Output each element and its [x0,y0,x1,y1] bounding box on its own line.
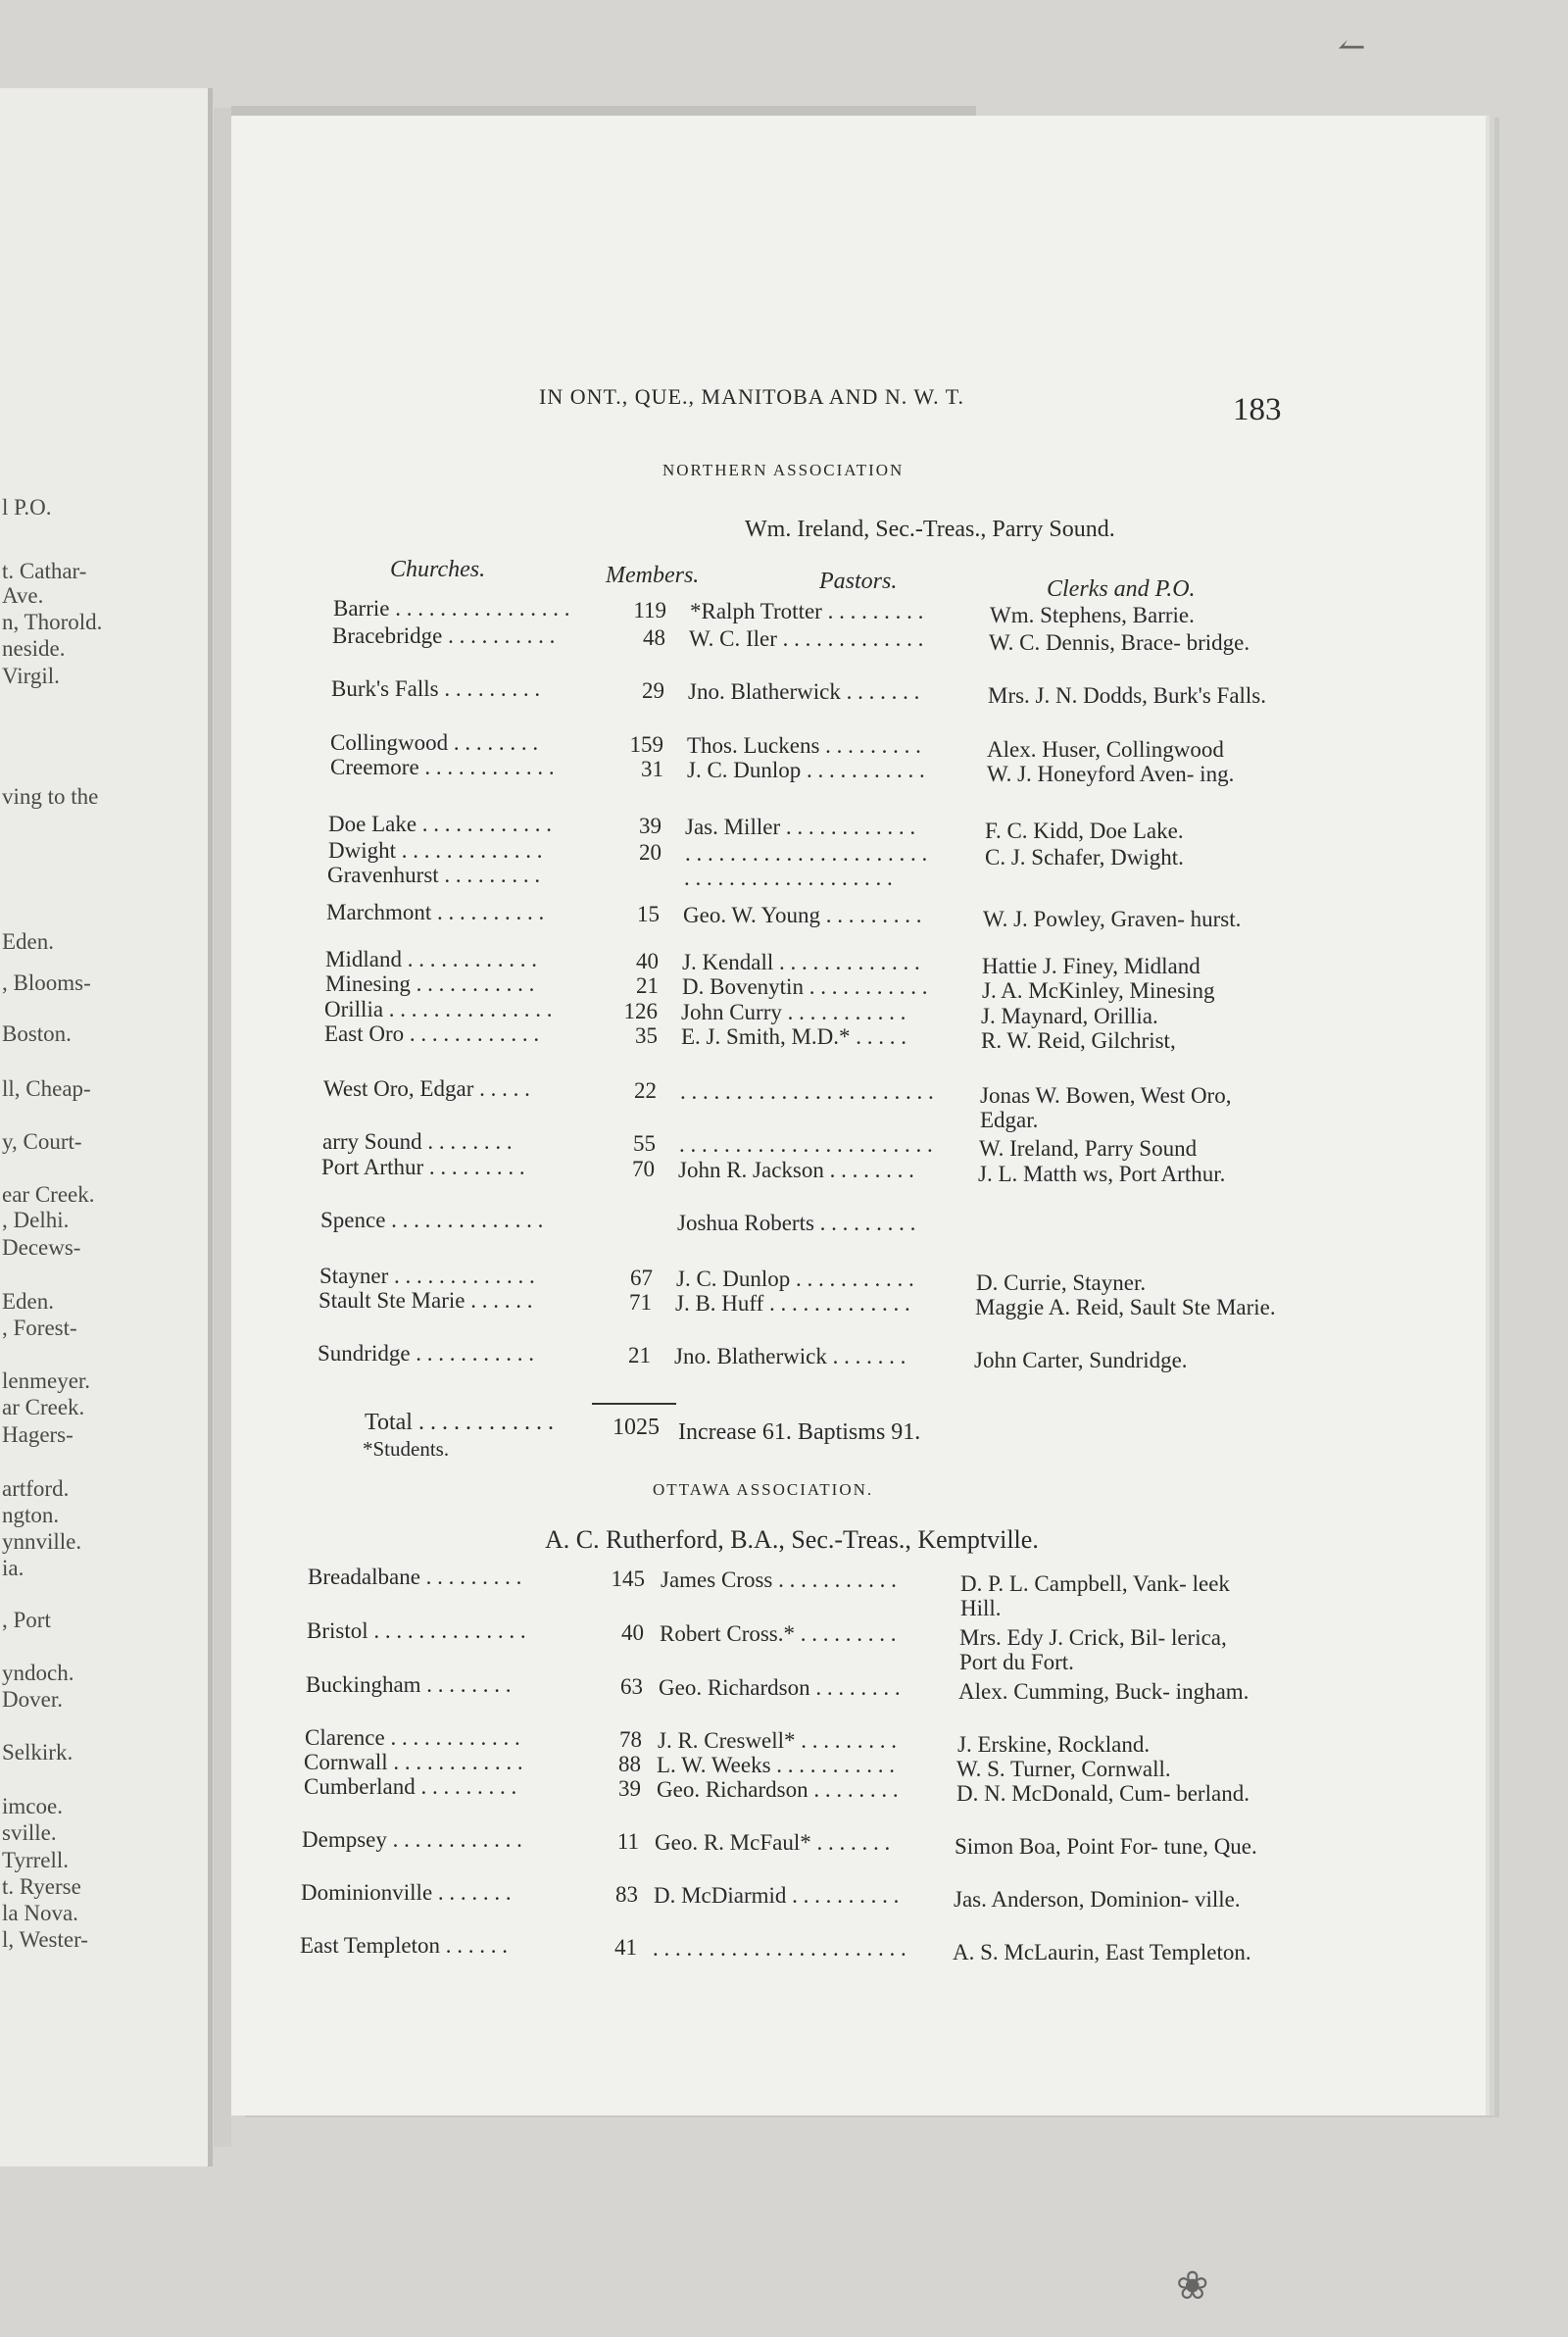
pastor-name: Geo. Richardson . . . . . . . . [659,1675,901,1700]
facing-page-line: t. Ryerse [2,1874,81,1899]
member-count: 35 [635,1023,658,1048]
clerk-and-po: John Carter, Sundridge. [974,1348,1188,1372]
facing-page-line: neside. [2,636,66,661]
table-row [0,1155,1568,1186]
pastor-name: Geo. W. Young . . . . . . . . . [683,903,922,927]
member-count: 21 [636,973,659,998]
clerk-and-po: J. Maynard, Orillia. [981,1004,1158,1028]
facing-page-line: Ave. [2,583,44,608]
table-row [0,838,1568,870]
facing-page-line: l P.O. [2,495,52,520]
church-name: West Oro, Edgar . . . . . [323,1076,530,1101]
clerk-and-po: J. A. McKinley, Minesing [982,978,1215,1003]
member-count: 70 [632,1157,655,1181]
church-name: East Templeton . . . . . . [300,1933,508,1958]
church-name: Gravenhurst . . . . . . . . . [327,863,541,887]
column-header-churches: Churches. [390,557,486,582]
facing-page-line: Virgil. [2,664,60,688]
facing-page-line: ear Creek. [2,1182,95,1207]
table-row [0,812,1568,843]
pastor-name: John R. Jackson . . . . . . . . [678,1158,914,1182]
church-name: Barrie . . . . . . . . . . . . . . . . [333,596,570,621]
clerk-and-po: Alex. Cumming, Buck- ingham. [958,1679,1250,1704]
church-name: Bracebridge . . . . . . . . . . [332,623,556,648]
northern-association-title: NORTHERN ASSOCIATION [662,461,905,479]
column-header-pastors: Pastors. [819,569,898,594]
clerk-and-po: D. N. McDonald, Cum- berland. [956,1781,1250,1806]
member-count: 126 [623,999,658,1023]
pastor-name: . . . . . . . . . . . . . . . . . . . . . . . [680,1079,934,1104]
member-count: 145 [611,1566,645,1591]
member-count: 55 [633,1131,656,1156]
facing-page-line: Selkirk. [2,1740,74,1765]
church-name: Orillia . . . . . . . . . . . . . . . [324,997,553,1021]
facing-page-line: ynnville. [2,1529,82,1554]
facing-page-line: sville. [2,1820,57,1845]
pastor-name: J. C. Dunlop . . . . . . . . . . . [676,1267,914,1291]
church-name: Doe Lake . . . . . . . . . . . . [328,812,553,836]
church-name: Cornwall . . . . . . . . . . . . [304,1750,523,1774]
clerk-and-po: W. Ireland, Parry Sound [979,1136,1198,1161]
clerk-and-po: W. J. Powley, Graven- hurst. [983,907,1242,931]
table-row [0,997,1568,1028]
facing-page-line: Eden. [2,1289,55,1314]
member-count: 159 [629,732,663,757]
facing-page-line: , Forest- [2,1316,77,1340]
church-name: Port Arthur . . . . . . . . . [321,1155,525,1179]
member-count: 39 [618,1776,641,1801]
church-name: Breadalbane . . . . . . . . . [308,1565,522,1589]
facing-page-line: n, Thorold. [2,610,103,634]
clerk-and-po: W. J. Honeyford Aven- ing. [987,762,1235,786]
member-count: 39 [639,814,662,838]
pastor-name: E. J. Smith, M.D.* . . . . . [681,1024,907,1049]
member-count: 29 [642,678,664,703]
clerk-and-po: D. P. L. Campbell, Vank- leek Hill. [960,1571,1230,1620]
church-name: Dominionville . . . . . . . [301,1880,512,1905]
facing-page-line: Eden. [2,929,55,954]
church-name: Stault Ste Marie . . . . . . [318,1288,533,1313]
facing-page-line: ia. [2,1556,24,1580]
member-count: 88 [618,1752,641,1776]
church-name: Clarence . . . . . . . . . . . . [305,1725,520,1750]
church-name: Dempsey . . . . . . . . . . . . [302,1827,522,1852]
pastor-name: James Cross . . . . . . . . . . . [661,1567,897,1592]
clerk-and-po: W. C. Dennis, Brace- bridge. [989,630,1250,655]
table-row [0,1264,1568,1295]
church-name: Spence . . . . . . . . . . . . . . [320,1208,544,1232]
facing-page-line: Tyrrell. [2,1848,70,1872]
church-name: Sundridge . . . . . . . . . . . [318,1341,535,1366]
pastor-name: Jno. Blatherwick . . . . . . . [674,1344,906,1368]
main-page [231,116,1486,2115]
member-count: 63 [620,1674,643,1699]
clerk-and-po: J. Erskine, Rockland. [957,1732,1151,1757]
facing-page-line: l, Wester- [2,1927,88,1952]
book-gutter [214,108,231,2147]
facing-page-line: ngton. [2,1503,60,1527]
facing-page-line: artford. [2,1476,70,1501]
clerk-and-po: F. C. Kidd, Doe Lake. [985,819,1184,843]
total-label: Total . . . . . . . . . . . . [365,1410,554,1435]
running-head: IN ONT., QUE., MANITOBA AND N. W. T. [539,384,965,409]
facing-page-line: y, Court- [2,1129,82,1154]
facing-page-line: , Port [2,1608,51,1632]
church-name: Collingwood . . . . . . . . [330,730,539,755]
church-name: Midland . . . . . . . . . . . . [325,947,537,971]
facing-page-line: ving to the [2,784,99,809]
member-count: 71 [629,1290,652,1315]
clerk-and-po: Wm. Stephens, Barrie. [990,603,1195,627]
pastor-name: *Ralph Trotter . . . . . . . . . [690,599,924,623]
total-rule [592,1403,676,1405]
pastor-name: Jno. Blatherwick . . . . . . . [688,679,920,704]
pastor-name: Geo. Richardson . . . . . . . . [657,1777,899,1802]
facing-page-line: , Delhi. [2,1208,70,1232]
member-count: 21 [628,1343,651,1367]
table-row [0,1341,1568,1372]
pastor-name: J. Kendall . . . . . . . . . . . . . [682,950,920,974]
total-summary: Increase 61. Baptisms 91. [678,1419,921,1445]
facing-page-line: ar Creek. [2,1395,85,1419]
pastor-name: L. W. Weeks . . . . . . . . . . . [657,1753,896,1777]
clerk-and-po: Hattie J. Finey, Midland [982,954,1200,978]
students-note: *Students. [363,1437,450,1461]
pastor-name: J. R. Creswell* . . . . . . . . . [658,1728,898,1753]
pastor-name: . . . . . . . . . . . . . . . . . . . [684,866,893,890]
total-members: 1025 [612,1415,660,1440]
facing-page-line: , Blooms- [2,970,91,995]
member-count: 40 [636,949,659,973]
table-row [0,863,1568,890]
church-name: Marchmont . . . . . . . . . . [326,900,545,924]
facing-page-line: lenmeyer. [2,1368,91,1393]
facing-page-line: la Nova. [2,1901,78,1925]
pastor-name: . . . . . . . . . . . . . . . . . . . . . . . [653,1936,906,1961]
facing-page-line: Dover. [2,1687,63,1712]
clerk-and-po: R. W. Reid, Gilchrist, [981,1028,1176,1053]
church-name: arry Sound . . . . . . . . [322,1129,513,1154]
clerk-and-po: Alex. Huser, Collingwood [987,737,1224,762]
member-count: 119 [633,598,666,622]
pencil-mark-icon: ↼ [1338,29,1366,66]
member-count: 31 [641,757,663,781]
clerk-and-po: Jas. Anderson, Dominion- ville. [954,1887,1241,1912]
ottawa-association-title: OTTAWA ASSOCIATION. [653,1480,874,1499]
facing-page-line: Decews- [2,1235,81,1260]
church-name: Cumberland . . . . . . . . . [304,1774,517,1799]
church-name: Bristol . . . . . . . . . . . . . . [307,1618,526,1643]
church-name: Dwight . . . . . . . . . . . . . [328,838,543,863]
pastor-name: D. Bovenytin . . . . . . . . . . . [682,974,928,999]
facing-page-line: t. Cathar- [2,559,87,583]
pastor-name: Geo. R. McFaul* . . . . . . . [655,1830,891,1855]
facing-page-line: ll, Cheap- [2,1076,91,1101]
member-count: 11 [616,1829,639,1854]
pastor-name: Robert Cross.* . . . . . . . . . [660,1621,897,1646]
pastor-name: Joshua Roberts . . . . . . . . . [677,1211,916,1235]
clerk-and-po: C. J. Schafer, Dwight. [985,845,1184,870]
facing-page-line: imcoe. [2,1794,63,1818]
church-name: Stayner . . . . . . . . . . . . . [319,1264,535,1288]
facing-page-line: yndoch. [2,1661,74,1685]
clerk-and-po: J. L. Matth ws, Port Arthur. [978,1162,1226,1186]
member-count: 67 [630,1266,653,1290]
member-count: 48 [643,625,665,650]
member-count: 78 [619,1727,642,1752]
member-count: 83 [615,1882,638,1907]
column-header-members: Members. [606,563,700,588]
table-row [0,947,1568,978]
pastor-name: Thos. Luckens . . . . . . . . . [687,733,921,758]
table-row [0,730,1568,762]
member-count: 20 [639,840,662,865]
pastor-name: J. B. Huff . . . . . . . . . . . . . [675,1291,910,1316]
church-name: Creemore . . . . . . . . . . . . [330,755,555,779]
clerk-and-po: D. Currie, Stayner. [976,1270,1147,1295]
pastor-name: . . . . . . . . . . . . . . . . . . . . . . . [679,1132,933,1157]
member-count: 41 [614,1935,637,1960]
column-header-clerks: Clerks and P.O. [1047,576,1196,602]
member-count: 40 [621,1620,644,1645]
member-count: 15 [637,902,660,926]
church-name: Burk's Falls . . . . . . . . . [331,676,541,701]
pastor-name: J. C. Dunlop . . . . . . . . . . . [687,758,925,782]
pastor-name: . . . . . . . . . . . . . . . . . . . . . . [685,841,928,866]
member-count: 22 [634,1078,657,1103]
pastor-name: Jas. Miller . . . . . . . . . . . . [685,815,916,839]
clerk-and-po: W. S. Turner, Cornwall. [956,1757,1171,1781]
clerk-and-po: Jonas W. Bowen, West Oro, Edgar. [980,1083,1232,1132]
clerk-and-po: Simon Boa, Point For- tune, Que. [955,1834,1257,1859]
page-number: 183 [1233,392,1282,427]
church-name: Buckingham . . . . . . . . [306,1672,512,1697]
facing-page-line: Hagers- [2,1422,74,1447]
facing-page-line: Boston. [2,1021,72,1046]
pastor-name: D. McDiarmid . . . . . . . . . . [654,1883,900,1908]
ottawa-secretary: A. C. Rutherford, B.A., Sec.-Treas., Kemptville. [545,1525,1039,1554]
table-row [0,755,1568,786]
church-name: East Oro . . . . . . . . . . . . [324,1021,540,1046]
clerk-and-po: Maggie A. Reid, Sault Ste Marie. [975,1295,1276,1319]
church-name: Minesing . . . . . . . . . . . [325,971,535,996]
smudge-mark-icon: ❀ [1176,2263,1209,2308]
clerk-and-po: Mrs. J. N. Dodds, Burk's Falls. [988,683,1267,708]
clerk-and-po: Mrs. Edy J. Crick, Bil- lerica, Port du Fort. [959,1625,1227,1674]
clerk-and-po: A. S. McLaurin, East Templeton. [953,1940,1251,1964]
pastor-name: John Curry . . . . . . . . . . . [681,1000,906,1024]
pastor-name: W. C. Iler . . . . . . . . . . . . . [689,626,924,651]
northern-secretary: Wm. Ireland, Sec.-Treas., Parry Sound. [745,517,1115,542]
table-row [0,900,1568,931]
